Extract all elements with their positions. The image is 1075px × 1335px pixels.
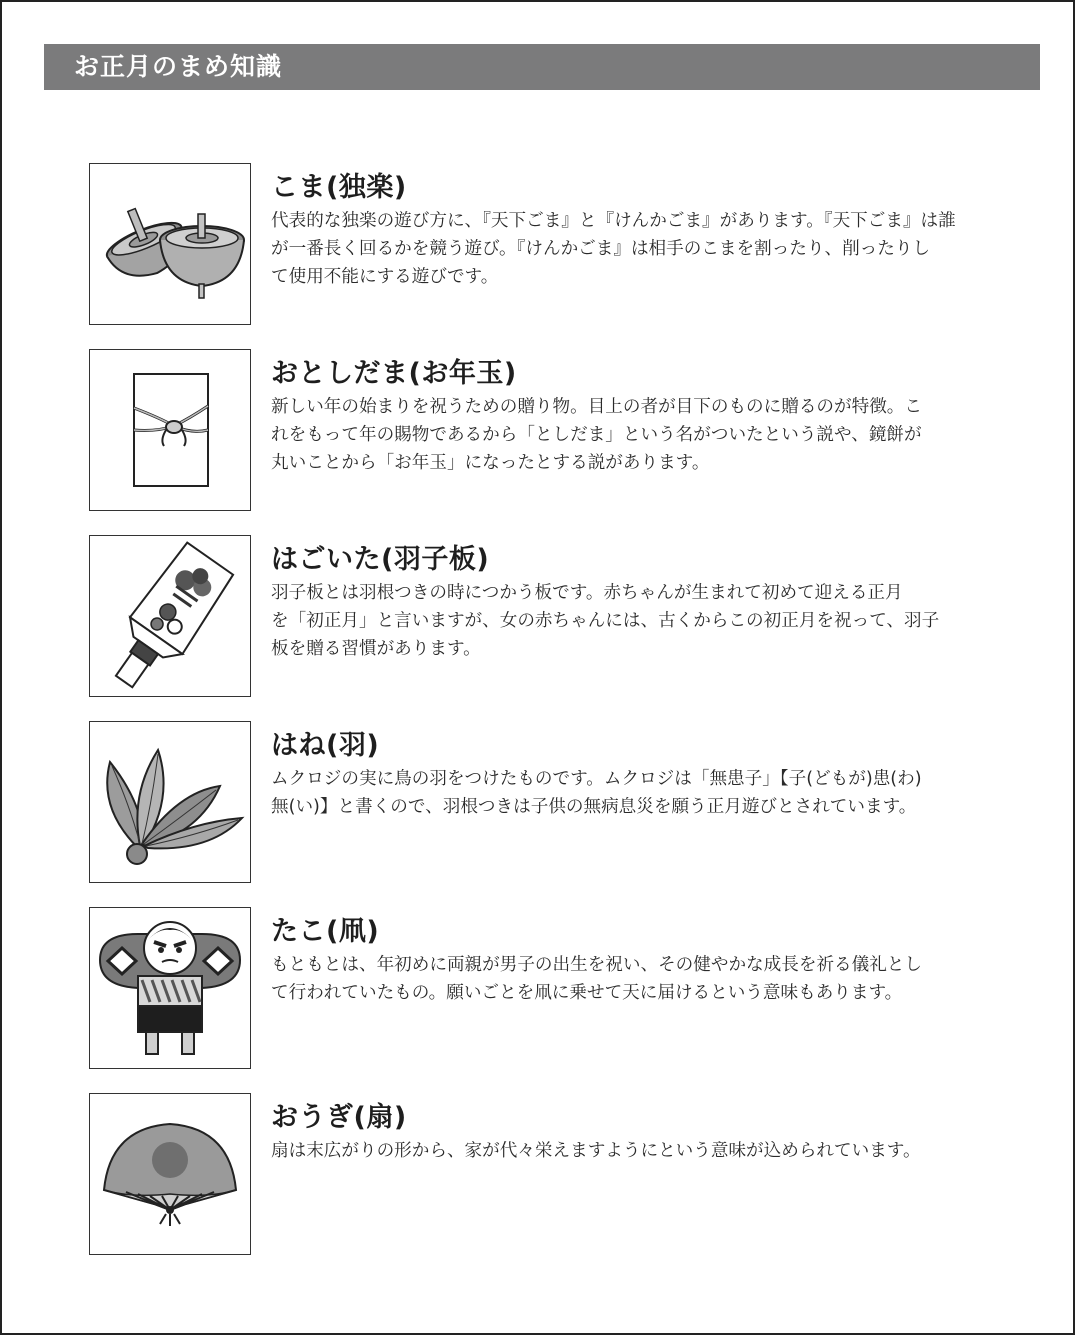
text-line: れをもって年の賜物であるから「としだま」という名がついたという説や、鏡餅が — [271, 425, 922, 445]
item-ougi — [89, 1093, 1009, 1255]
text-line: もともとは、年初めに両親が男子の出生を祝い、その健やかな成長を祈る儀礼とし — [271, 955, 922, 975]
text-line: 板を贈る習慣があります。 — [271, 639, 481, 659]
text-line: 新しい年の始まりを祝うための贈り物。目上の者が目下のものに贈るのが特徴。こ — [271, 397, 922, 417]
item-title: こま(独楽) — [271, 172, 407, 203]
text-line: が一番長く回るかを競う遊び。『けんかごま』は相手のこまを割ったり、削ったりし — [271, 239, 931, 259]
item-description — [271, 207, 999, 291]
text-line: て使用不能にする遊びです。 — [271, 267, 499, 287]
item-hane — [89, 721, 1009, 883]
header-bar — [44, 44, 1040, 90]
item-hagoita — [89, 535, 1009, 697]
text-line: 羽子板とは羽根つきの時につかう板です。赤ちゃんが生まれて初めて迎える正月 — [271, 583, 903, 603]
text-line: 無(い)】と書くので、羽根つきは子供の無病息災を願う正月遊びとされています。 — [271, 797, 917, 817]
text-line: 代表的な独楽の遊び方に、『天下ごま』と『けんかごま』があります。『天下ごま』は誰 — [271, 211, 956, 231]
text-line: ムクロジの実に鳥の羽をつけたものです。ムクロジは「無患子」【子(どもが)患(わ) — [271, 769, 922, 789]
item-description — [271, 393, 999, 477]
item-tako — [89, 907, 1009, 1069]
item-description — [271, 579, 999, 663]
shuttlecock-icon — [89, 721, 251, 883]
battledore-icon — [89, 535, 251, 697]
item-description — [271, 765, 999, 821]
spinning-tops-icon — [89, 163, 251, 325]
text-line: 丸いことから「お年玉」になったとする説があります。 — [271, 453, 710, 473]
page-title: お正月のまめ知識 — [74, 52, 283, 81]
item-title: はね(羽) — [271, 730, 380, 761]
text-line: 扇は末広がりの形から、家が代々栄えますようにという意味が込められています。 — [271, 1141, 921, 1161]
kite-icon — [89, 907, 251, 1069]
item-title: はごいた(羽子板) — [271, 544, 490, 575]
item-description — [271, 1137, 999, 1165]
folding-fan-icon — [89, 1093, 251, 1255]
text-line: て行われていたもの。願いごとを凧に乗せて天に届けるという意味もあります。 — [271, 983, 903, 1003]
item-koma — [89, 163, 1009, 325]
item-title: たこ(凧) — [271, 916, 380, 947]
item-title: おうぎ(扇) — [271, 1102, 407, 1133]
envelope-icon — [89, 349, 251, 511]
item-title: おとしだま(お年玉) — [271, 358, 517, 389]
item-description — [271, 951, 999, 1007]
text-line: を「初正月」と言いますが、女の赤ちゃんには、古くからこの初正月を祝って、羽子 — [271, 611, 940, 631]
item-otoshidama — [89, 349, 1009, 511]
